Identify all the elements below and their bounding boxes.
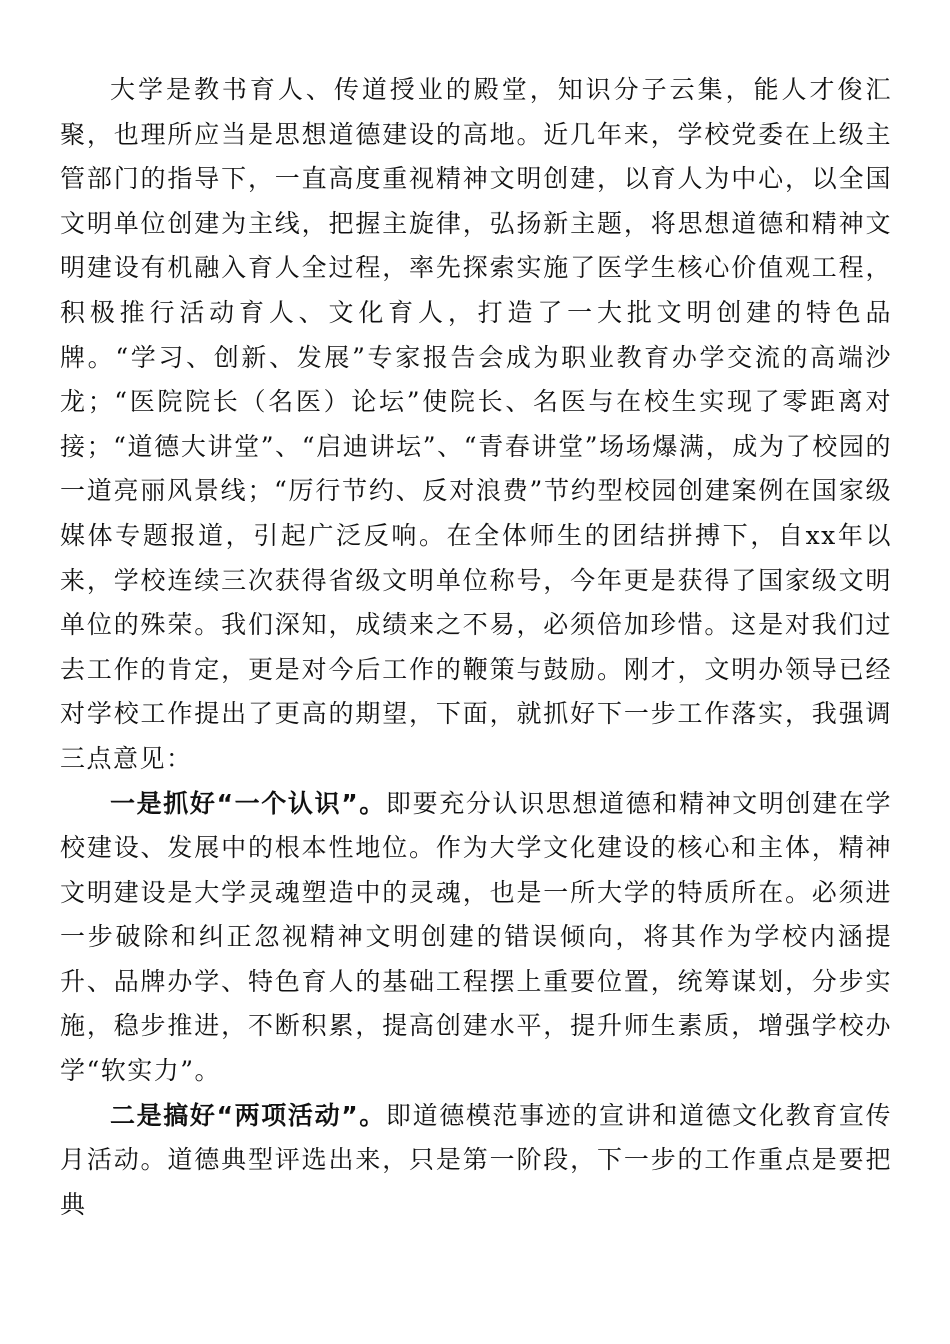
paragraph-point-two-lead: 二是搞好“两项活动”。 bbox=[110, 1100, 386, 1130]
paragraph-intro-text: 大学是教书育人、传道授业的殿堂，知识分子云集，能人才俊汇聚，也理所应当是思想道德建设的高地。近几年来，学校党委在上级主管部门的指导下，一直高度重视精神文明创建，以育人为中心，以全国文明单位创建为主线，把握主旋律，弘扬新主题，将思想道德和精神文明建设有机融入育人全过程，率先探索实施了医学生核心价值观工程，积极推行活动育人、文化育人，打造了一大批文明创建的特色品牌。“学习、创新、发展”专家报告会成为职业教育办学交流的高端沙龙；“医院院长（名医）论坛”使院长、名医与在校生实现了零距离对接；“道德大讲堂”、“启迪讲坛”、“青春讲堂”场场爆满，成为了校园的一道亮丽风景线；“厉行节约、反对浪费”节约型校园创建案例在国家级媒体专题报道，引起广泛反响。在全体师生的团结拼搏下，自xx年以来，学校连续三次获得省级文明单位称号，今年更是获得了国家级文明单位的殊荣。我们深知，成绩来之不易，必须倍加珍惜。这是对我们过去工作的肯定，更是对今后工作的鞭策与鼓励。刚才，文明办领导已经对学校工作提出了更高的期望，下面，就抓好下一步工作落实，我强调三点意见： bbox=[60, 75, 892, 773]
paragraph-intro bbox=[60, 68, 892, 782]
paragraph-point-two-text: 即道德模范事迹的宣讲和道德文化教育宣传月活动。道德典型评选出来，只是第一阶段，下一步的工作重点是要把典 bbox=[60, 1100, 892, 1219]
document-page bbox=[60, 68, 892, 1227]
paragraph-point-one-lead: 一是抓好“一个认识”。 bbox=[110, 788, 386, 818]
paragraph-point-two bbox=[60, 1094, 892, 1228]
paragraph-point-one bbox=[60, 782, 892, 1094]
paragraph-point-one-text: 即要充分认识思想道德和精神文明创建在学校建设、发展中的根本性地位。作为大学文化建设的核心和主体，精神文明建设是大学灵魂塑造中的灵魂，也是一所大学的特质所在。必须进一步破除和纠正忽视精神文明创建的错误倾向，将其作为学校内涵提升、品牌办学、特色育人的基础工程摆上重要位置，统筹谋划，分步实施，稳步推进，不断积累，提高创建水平，提升师生素质，增强学校办学“软实力”。 bbox=[60, 788, 892, 1086]
